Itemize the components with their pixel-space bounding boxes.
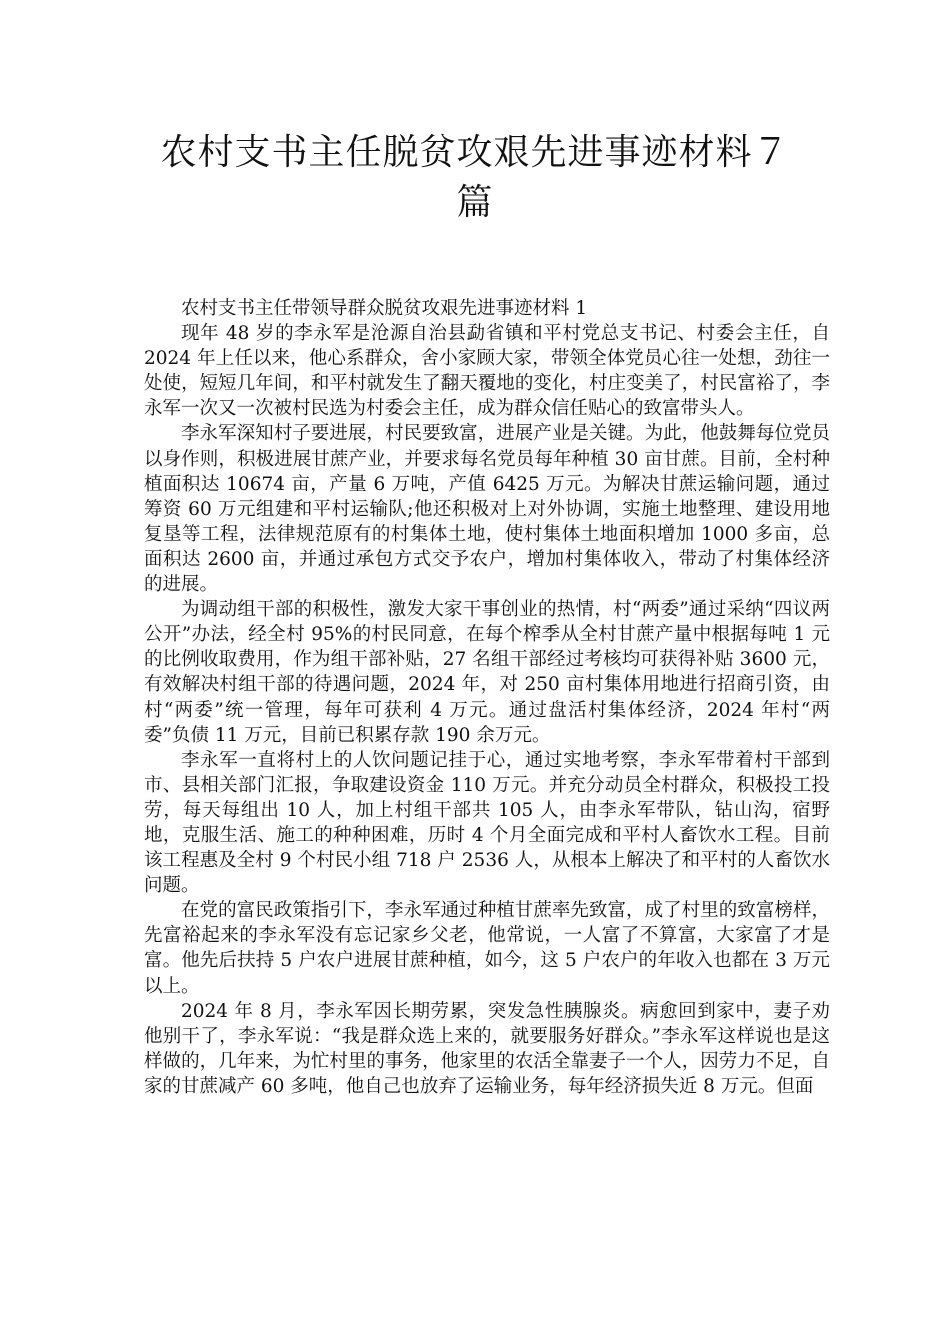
paragraph: 为调动组干部的积极性，激发大家干事创业的热情，村“两委”通过采纳“四议两公开”办法，经全村 95%的村民同意，在每个榨季从全村甘蔗产量中根据每吨 1 元的比例收取费用，作为组干部补贴，27 名组干部经过考核均可获得补贴 3600 元，有效解决村组干部的待遇问题，2024 年，对 250 亩村集体用地进行招商引资，由村“两委”统一管理，每年可获利 4 万元。通过盘活村集体经济，2024 年村“两委”负债 11 万元，目前已积累存款 190 余万元。 [144, 599, 830, 746]
paragraph: 现年 48 岁的李永军是沧源自治县勐省镇和平村党总支书记、村委会主任，自 2024 年上任以来，他心系群众，舍小家顾大家，带领全体党员心往一处想，劲往一处使，短短几年间，和平村就发生了翻天覆地的变化，村庄变美了，村民富裕了，李永军一次又一次被村民选为村委会主任，成为群众信任贴心的致富带头人。 [144, 323, 830, 420]
paragraph: 2024 年 8 月，李永军因长期劳累，突发急性胰腺炎。病愈回到家中，妻子劝他别干了，李永军说：“我是群众选上来的，就要服务好群众。”李永军这样说也是这样做的，几年来，为忙村里的事务，他家里的农活全靠妻子一个人，因劳力不足，自家的甘蔗减产 60 多吨，他自己也放弃了运输业务，每年经济损失近 8 万元。但面 [144, 1000, 830, 1097]
paragraph: 李永军深知村子要进展，村民要致富，进展产业是关键。为此，他鼓舞每位党员以身作则，积极进展甘蔗产业，并要求每名党员每年种植 30 亩甘蔗。目前，全村种植面积达 10674 亩，产量 6 万吨，产值 6425 万元。为解决甘蔗运输问题，通过筹资 60 万元组建和平村运输队;他还积极对上对外协调，实施土地整理、建设用地复垦等工程，法律规范原有的村集体土地，使村集体土地面积增加 1000 多亩，总面积达 2600 亩，并通过承包方式交予农户，增加村集体收入，带动了村集体经济的进展。 [144, 423, 830, 596]
paragraph: 李永军一直将村上的人饮问题记挂于心，通过实地考察，李永军带着村干部到市、县相关部门汇报，争取建设资金 110 万元。并充分动员全村群众，积极投工投劳，每天每组出 10 人，加上村组干部共 105 人，由李永军带队，钻山沟，宿野地，克服生活、施工的种种困难，历时 4 个月全面完成和平村人畜饮水工程。目前该工程惠及全村 9 个村民小组 718 户 2536 人，从根本上解决了和平村的人畜饮水问题。 [144, 749, 830, 897]
section-subtitle: 农村支书主任带领导群众脱贫攻艰先进事迹材料 1 [181, 298, 588, 319]
paragraph: 在党的富民政策指引下，李永军通过种植甘蔗率先致富，成了村里的致富榜样，先富裕起来的李永军没有忘记家乡父老，他常说，一人富了不算富，大家富了才是富。他先后扶持 5 户农户进展甘蔗种植，如今，这 5 户农户的年收入也都在 3 万元以上。 [144, 900, 830, 997]
document-title: 农村支书主任脱贫攻艰先进事迹材料７篇 [160, 132, 790, 223]
document-body [144, 296, 830, 1099]
